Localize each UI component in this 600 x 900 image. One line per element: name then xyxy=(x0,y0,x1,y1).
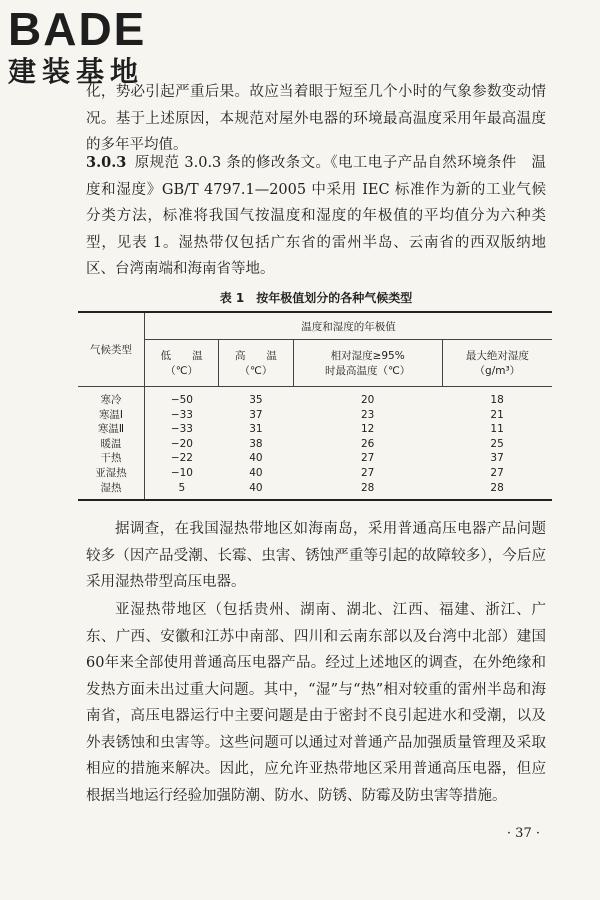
table-row xyxy=(78,451,552,466)
section-3-0-3 xyxy=(86,150,546,283)
section-text: 原规范 3.0.3 条的修改条文。《电工电子产品自然环境条件 温度和湿度》GB/T 4797.1—2005 中采用 IEC 标准作为新的工业气候分类方法，标准将我国气按温度和湿度的年极值的平均值分为六种类型，见表 1。湿热带仅包括广东省的雷州半岛、云南省的西双版纳地区、台湾南端和海南省等地。 xyxy=(86,155,546,277)
cell-low: −22 xyxy=(170,452,193,465)
header-unit: （℃） xyxy=(239,365,273,377)
paragraph-survey xyxy=(86,516,546,596)
cell-abs: 21 xyxy=(490,408,504,421)
col-group-header: 温度和湿度的年极值 xyxy=(145,312,553,340)
header-unit: （℃） xyxy=(165,365,199,377)
paragraph-text: 据调查，在我国湿热带地区如海南岛，采用普通高压电器产品问题较多（因产品受潮、长霉、虫害、锈蚀严重等引起的故障较多），今后应采用湿热带型高压电器。 xyxy=(86,521,546,590)
cell-high: 37 xyxy=(249,408,263,421)
header-label: 低 温 xyxy=(160,350,203,362)
table-caption xyxy=(86,289,546,306)
cell-rh: 23 xyxy=(360,408,375,421)
paragraph-intro xyxy=(86,79,546,159)
table-row xyxy=(78,422,552,437)
cell-high: 38 xyxy=(249,437,263,450)
cell-high: 40 xyxy=(249,452,263,465)
cell-type: 寒温Ⅰ xyxy=(78,408,145,423)
header-label: 相对湿度≥95% xyxy=(330,350,405,362)
table-row xyxy=(78,481,552,501)
cell-abs: 18 xyxy=(490,394,504,406)
cell-low: −20 xyxy=(170,437,193,450)
cell-abs: 27 xyxy=(490,466,504,479)
header-unit: 时最高温度（℃） xyxy=(325,365,411,377)
cell-rh: 27 xyxy=(360,466,375,479)
table-row xyxy=(78,466,552,481)
paragraph-subtropics xyxy=(86,597,546,809)
cell-low: 5 xyxy=(178,481,186,494)
climate-type-table xyxy=(78,311,552,501)
col-header-high-temp xyxy=(219,340,293,387)
cell-high: 40 xyxy=(249,466,263,479)
cell-rh: 27 xyxy=(360,452,375,465)
col-header-climate-type: 气候类型 xyxy=(78,312,145,387)
cell-rh: 12 xyxy=(360,423,375,436)
header-label: 高 温 xyxy=(234,350,277,362)
paragraph-text: 化，势必引起严重后果。故应当着眼于短至几个小时的气象参数变动情况。基于上述原因，本规范对屋外电器的环境最高温度采用年最高温度的多年平均值。 xyxy=(86,84,546,153)
cell-low: −10 xyxy=(170,466,193,479)
logo-wordmark: BADE xyxy=(8,3,147,55)
cell-high: 40 xyxy=(249,481,263,494)
cell-high: 35 xyxy=(249,394,263,406)
cell-high: 31 xyxy=(249,423,263,436)
cell-abs: 37 xyxy=(490,452,504,465)
table-caption-number: 表 1 xyxy=(219,291,245,305)
cell-abs: 28 xyxy=(490,481,504,494)
cell-type: 湿热 xyxy=(78,481,145,501)
cell-abs: 11 xyxy=(490,423,504,436)
paragraph-text: 亚湿热带地区（包括贵州、湖南、湖北、江西、福建、浙江、广东、广西、安徽和江苏中南部、四川和云南东部以及台湾中北部）建国60年来全部使用普通高压电器产品。经过上述地区的调查，在外绝缘和发热方面未出过重大问题。其中，“湿”与“热”相对较重的雷州半岛和海南省，高压电器运行中主要问题是由于密封不良引起进水和受潮，以及外表锈蚀和虫害等。这些问题可以通过对普通产品加强质量管理及采取相应的措施来解决。因此，应允许亚热带地区采用普通高压电器，但应根据当地运行经验加强防潮、防水、防锈、防霉及防虫害等措施。 xyxy=(86,602,546,804)
col-header-low-temp xyxy=(145,340,219,387)
cell-rh: 20 xyxy=(360,394,375,406)
table-row xyxy=(78,437,552,452)
page-number: · 37 · xyxy=(506,826,540,841)
table-caption-title: 按年极值划分的各种气候类型 xyxy=(256,291,413,305)
cell-rh: 28 xyxy=(360,481,375,494)
section-number: 3.0.3 xyxy=(86,154,127,171)
cell-type: 寒温Ⅱ xyxy=(78,422,145,437)
cell-type: 亚湿热 xyxy=(78,466,145,481)
logo-chinese: 建装基地 xyxy=(8,55,145,88)
col-header-humidity-temp xyxy=(293,340,442,387)
publisher-logo xyxy=(8,3,178,88)
paragraph-text xyxy=(86,150,546,283)
cell-type: 暖温 xyxy=(78,437,145,452)
cell-type: 寒冷 xyxy=(78,387,145,408)
cell-abs: 25 xyxy=(490,437,504,450)
header-label: 最大绝对湿度 xyxy=(465,350,529,362)
cell-low: −50 xyxy=(170,394,193,406)
cell-type: 干热 xyxy=(78,451,145,466)
cell-low: −33 xyxy=(170,408,193,421)
table-row xyxy=(78,387,552,408)
col-header-abs-humidity xyxy=(442,340,552,387)
table-row xyxy=(78,408,552,423)
header-unit: （g/m³） xyxy=(474,365,521,377)
cell-low: −33 xyxy=(170,423,193,436)
cell-rh: 26 xyxy=(360,437,375,450)
